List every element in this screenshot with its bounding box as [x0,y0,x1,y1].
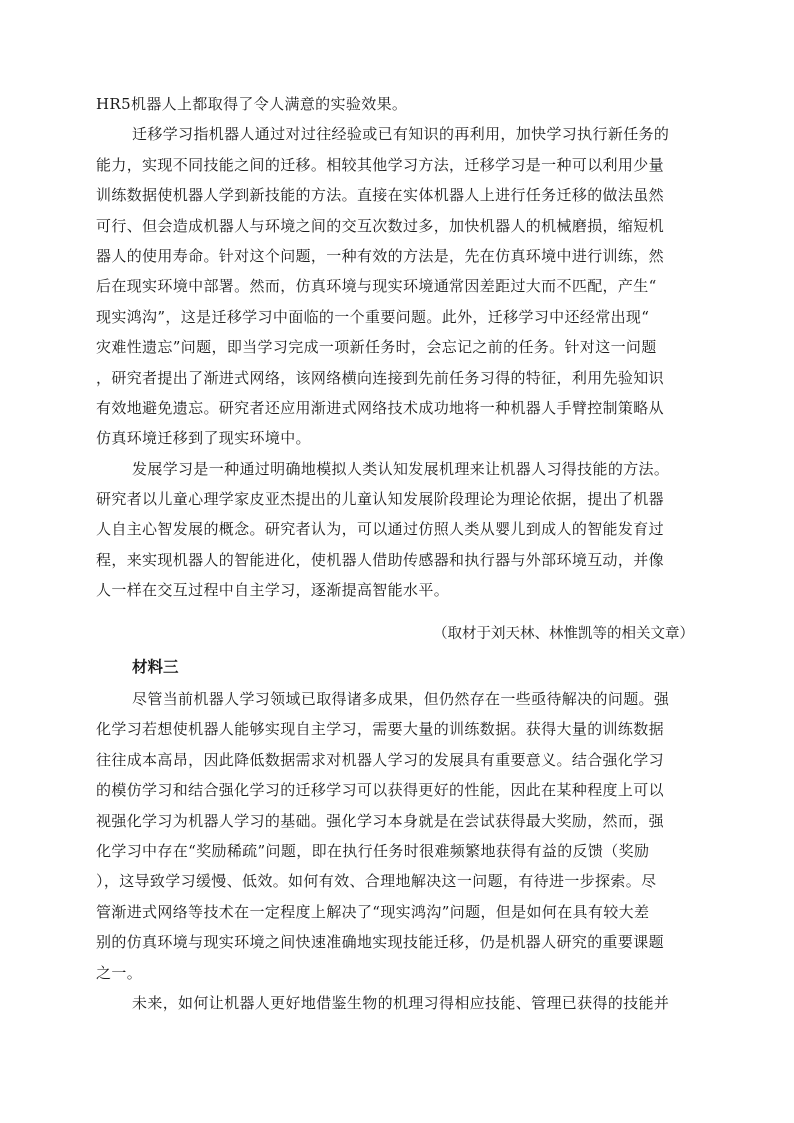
body-text-material-three [96,684,694,1018]
text-line: 别的仿真环境与现实环境之间快速准确地实现技能迁移，仍是机器人研究的重要课题 [96,933,664,952]
paragraph-start-line: 尽管当前机器人学习领域已取得诸多成果，但仍然存在一些亟待解决的问题。强 [132,690,670,708]
text-line: 化学习中存在“奖励稀疏”问题，即在执行任务时很难频繁地获得有益的反馈（奖励 [96,841,650,860]
text-line: 程，来实现机器人的智能进化，使机器人借助传感器和执行器与外部环境互动，并像 [96,550,664,569]
body-text-material-two [96,89,694,606]
text-line: 可行、但会造成机器人与环境之间的交互次数过多，加快机器人的机械磨损，缩短机 [96,216,664,235]
paragraph-start-line: 发展学习是一种通过明确地模拟人类认知发展机理来让机器人习得技能的方法。 [132,459,670,478]
text-line: ），这导致学习缓慢、低效。如何有效、合理地解决这一问题，有待进一步探索。尽 [96,872,657,891]
text-line: 训练数据使机器人学到新技能的方法。直接在实体机器人上进行任务迁移的做法虽然 [96,186,664,205]
text-line: 能力，实现不同技能之间的迁移。相较其他学习方法，迁移学习是一种可以利用少量 [96,155,664,174]
text-line: 视强化学习为机器人学习的基础。强化学习本身就是在尝试获得最大奖励，然而，强 [96,811,664,830]
paragraph-start-line: 未来，如何让机器人更好地借鉴生物的机理习得相应技能、管理已获得的技能并 [132,993,670,1012]
text-line: 人自主心智发展的概念。研究者认为，可以通过仿照人类从婴儿到成人的智能发育过 [96,520,664,539]
text-line: 灾难性遗忘”问题，即当学习完成一项新任务时，会忘记之前的任务。针对这一问题 [96,338,657,357]
text-line: 有效地避免遗忘。研究者还应用渐进式网络技术成功地将一种机器人手臂控制策略从 [96,398,664,417]
text-line: 管渐进式网络等技术在一定程度上解决了“现实鸿沟”问题，但是如何在具有较大差 [96,902,650,921]
text-line: 仿真环境迁移到了现实环境中。 [96,429,311,448]
paragraph-start-line: 迁移学习指机器人通过对过往经验或已有知识的再利用，加快学习执行新任务的 [132,125,670,144]
source-citation: （取材于刘天林、林惟凯等的相关文章） [433,626,694,642]
text-line: ，研究者提出了渐进式网络，该网络横向连接到先前任务习得的特征，利用先验知识 [96,368,664,387]
text-line: 后在现实环境中部署。然而，仿真环境与现实环境通常因差距过大而不匹配，产生“ [96,277,657,296]
text-line: 化学习若想使机器人能够实现自主学习，需要大量的训练数据。获得大量的训练数据 [96,720,664,739]
text-line: 之一。 [96,963,143,982]
text-line: 的模仿学习和结合强化学习的迁移学习可以获得更好的性能，因此在某种程度上可以 [96,781,664,800]
text-line: HR5机器人上都取得了令人满意的实验效果。 [96,95,408,113]
text-line: 器人的使用寿命。针对这个问题，一种有效的方法是，先在仿真环境中进行训练，然 [96,246,664,265]
section-heading: 材料三 [132,658,179,676]
text-line: 人一样在交互过程中自主学习，逐渐提高智能水平。 [96,581,450,600]
text-line: 现实鸿沟”，这是迁移学习中面临的一个重要问题。此外，迁移学习中还经常出现“ [96,307,650,326]
text-line: 往往成本高昂，因此降低数据需求对机器人学习的发展具有重要意义。结合强化学习 [96,750,664,769]
text-line: 研究者以儿童心理学家皮亚杰提出的儿童认知发展阶段理论为理论依据，提出了机器 [96,490,664,509]
